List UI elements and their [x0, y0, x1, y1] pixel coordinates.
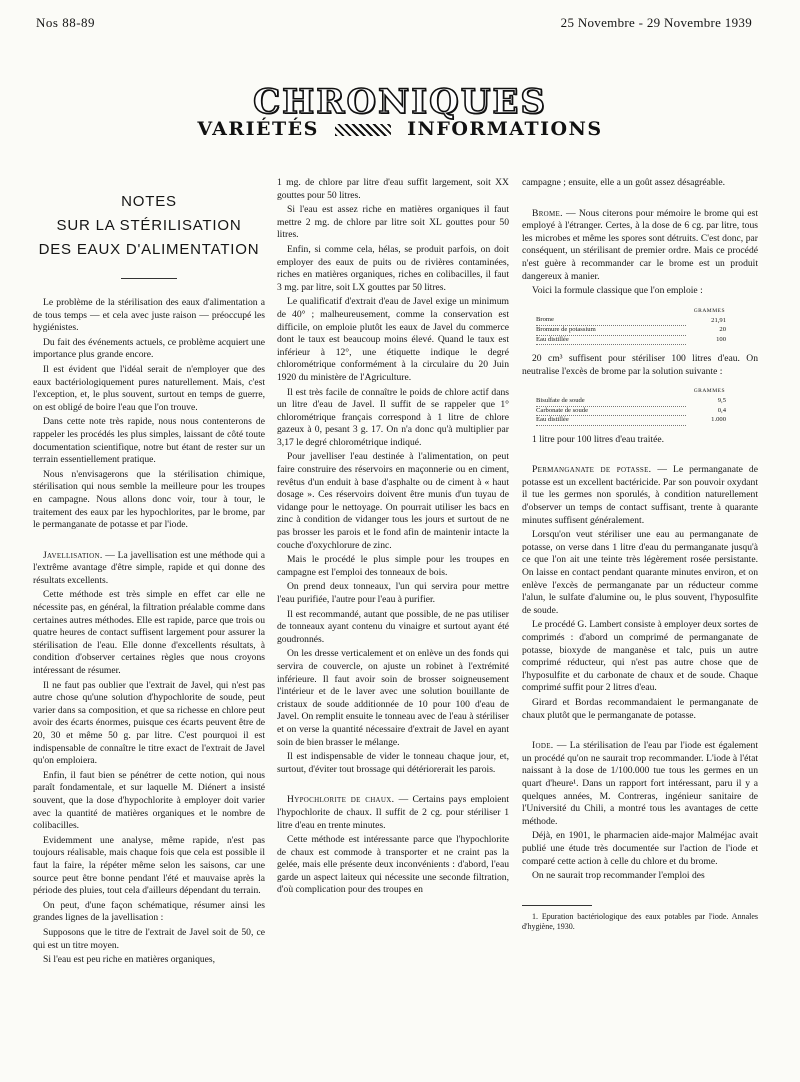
formula-quantity: 20 — [719, 325, 726, 333]
paragraph: 1 mg. de chlore par litre d'eau suffit largement, soit XX gouttes pour 50 litres. — [277, 177, 509, 201]
section-text: — La javellisation est une méthode qui a l'extrême avantage d'être simple, rapide et qui donne des résultats excellents. — [33, 549, 265, 586]
paragraph: Le qualificatif d'extrait d'eau de Javel exige un minimum de 40° ; malheureusement, comme la conservation est difficile, on emploie plutôt les eaux de Javel du commerce dont le taux est beaucoup moins élevé. Quand le taux est inférieur à 12°, une étiquette indique le degré chlorométrique conformément à la circulaire du 20 Juin 1920 du ministère de l'Agriculture. — [277, 296, 509, 383]
paragraph: Lorsqu'on veut stériliser une eau au permanganate de potasse, on verse dans 1 litre d'eau du permanganate jusqu'à ce que l'on ait une teinte très légèrement rosée persistante. On laisse en contact pendant quarante minutes environ, et on enlève l'excès de permanganate par un réducteur comme l'alun, le sulfate d'alumine ou, le plus souvent, l'hyposulfite de soude. — [522, 529, 758, 616]
section-permanganate — [522, 464, 758, 527]
article-column-1 — [33, 170, 265, 969]
paragraph: Il ne faut pas oublier que l'extrait de Javel, qui n'est pas autre chose qu'une solution d'hypochlorite de soude, peut varier dans sa composition, et que sa richesse en chlore peut avoir des écarts énormes, puisque ces écarts peuvent être de 20, 30 et même 50 g. par litre. C'est pourquoi il est indispensable de connaître le titre exact de l'extrait de Javel qu'on emploiera. — [33, 679, 265, 767]
section-iode — [522, 740, 758, 828]
article-title — [33, 190, 265, 262]
formula-ingredient: Carbonate de soude — [536, 406, 686, 416]
masthead-title: CHRONIQUES — [253, 82, 547, 122]
article-column-2 — [277, 177, 509, 899]
paragraph: 20 cm³ suffisent pour stériliser 100 litres d'eau. On neutralise l'excès de brome par la solution suivante : — [522, 353, 758, 377]
paragraph: Voici la formule classique que l'on emploie : — [532, 285, 703, 297]
paragraph: Le procédé G. Lambert consiste à employer deux sortes de comprimés : d'abord un comprimé de permanganate de potasse, bioxyde de manganèse et talc, puis un autre comprimé réducteur, qui n'est pas autre chose que de l'hyposulfite et du carbonate de chaux et de soude. Chaque comprimé suffit pour 2 litres d'eau. — [522, 619, 758, 694]
paragraph: campagne ; ensuite, elle a un goût assez désagréable. — [522, 177, 725, 188]
paragraph: Dans cette note très rapide, nous nous contenterons de rappeler les procédés les plus simples, laissant de côté toute documentation scientifique, notre but étant de rester sur un terrain essentiellement pratique. — [33, 416, 265, 466]
paragraph: Mais le procédé le plus simple pour les troupes en campagne est l'emploi des tonneaux de bois. — [277, 554, 509, 578]
paragraph: Il est indispensable de vider le tonneau chaque jour, et, surtout, d'éviter tout brossage qui détériorerait les parois. — [277, 751, 509, 775]
paragraph: Il est très facile de connaître le poids de chlore actif dans un litre d'eau de Javel. Il suffit de se rappeler que 1° chlorométrique français correspond à 1 litre de chlore gazeux à 0, pesant 3 g. 17. On n'a donc qu'à multiplier par 3,17 le degré chlorométrique indiqué. — [277, 386, 509, 448]
footnote: 1. Epuration bactériologique des eaux potables par l'iode. Annales d'hygiène, 1930. — [522, 911, 758, 931]
paragraph: Supposons que le titre de l'extrait de Javel soit de 50, ce qui est un titre moyen. — [33, 926, 265, 951]
formula-table-neutralisation — [536, 386, 726, 425]
footnote-divider — [522, 905, 592, 906]
formula-table-brome — [536, 306, 726, 345]
section-text: — Certains pays emploient l'hypochlorite de chaux. Il suffit de 2 cg. pour stériliser 1 litre d'eau en trente minutes. — [277, 794, 509, 831]
article-title-line-3: DES EAUX D'ALIMENTATION — [38, 241, 260, 258]
formula-unit: GRAMMES — [693, 307, 725, 314]
section-text: — La stérilisation de l'eau par l'iode est également un procédé qu'on ne saurait trop recommander. L'iode à l'état naissant à la dose de 1/100.000 tue tous les germes en un quart d'heure¹. Dans un rapport fort intéressant, paru il y a quelques années, M. Contreras, ingénieur sanitaire de l'Université du Chili, a montré tous les avantages de cette méthode. — [522, 740, 758, 827]
paragraph: On les dresse verticalement et on enlève un des fonds qui servira de couvercle, on ajuste un robinet à l'extrémité inférieure. Il faut avoir soin de brosser soigneusement l'intérieur et de le laver avec une solution bouillante de cristaux de soude additionnée de 10 pour 100 d'eau de Javel. On remplit ensuite le tonneau avec de l'eau à stériliser et on verse la quantité nécessaire d'extrait de Javel en ayant soin de bien brasser le mélange. — [277, 648, 509, 748]
paragraph: Girard et Bordas recommandaient le permanganate de chaux plutôt que le permanganate de potasse. — [522, 696, 758, 721]
paragraph: Il est évident que l'idéal serait de n'employer que des eaux bactériologiquement pures naturellement. Mais, c'est l'exception, et, le plus souvent, surtout en temps de guerre, on est obligé de boire l'eau que l'on trouve. — [33, 363, 265, 413]
paragraph: On peut, d'une façon schématique, résumer ainsi les grandes lignes de la javellisation : — [33, 899, 265, 924]
formula-ingredient: Bisulfate de soude — [536, 397, 686, 406]
ornament-icon — [335, 124, 391, 136]
paragraph: Cette méthode est très simple en effet car elle ne nécessite pas, en général, la filtration préalable comme dans certaines autres méthodes. Elle est rapide, parce que trois ou quatre heures de contact suffisent largement pour assurer la stérilisation de l'eau. Elle donne d'excellents résultats, à condition d'observer certaines règles que nous croyons intéressant de résumer. — [33, 589, 265, 677]
masthead-subtitle — [0, 118, 800, 140]
section-javellisation — [33, 550, 265, 588]
formula-quantity: 1.000 — [711, 416, 726, 424]
paragraph: On ne saurait trop recommander l'emploi des — [532, 870, 705, 882]
paragraph: Pour javelliser l'eau destinée à l'alimentation, on peut faire construire des réservoirs en maçonnerie ou en ciment, revêtus d'un enduit à base d'asphalte ou de ciment à « haut dosage ». Ces réservoirs doivent être munis d'un tuyau de vidange pour le nettoyage. On pourrait utiliser les bacs en zinc à condition de vidanger tous les jours et surtout de ne pas brosser les parois et le fond afin de maintenir intacte la couche d'oxychlorure de zinc. — [277, 451, 509, 551]
section-heading: Javellisation. — [43, 549, 103, 561]
section-heading: Hypochlorite de chaux. — [287, 794, 395, 806]
section-brome — [522, 208, 758, 284]
masthead-subtitle-left: VARIÉTÉS — [197, 118, 319, 140]
section-hypochlorite — [277, 794, 509, 832]
section-heading: Permanganate de potasse. — [532, 464, 652, 476]
formula-row — [536, 397, 726, 406]
paragraph: Du fait des événements actuels, ce problème acquiert une importance plus grande encore. — [33, 336, 265, 361]
article-title-line-1: NOTES — [121, 193, 177, 210]
paragraph: Enfin, il faut bien se pénétrer de cette notion, qui nous paraît fondamentale, et sur laquelle M. Diénert a insisté souvent, que la dose d'hypochlorite à employer doit varier avec la quantité de matières organiques et le nombre de colibacilles. — [33, 769, 265, 832]
formula-quantity: 9,5 — [717, 397, 726, 405]
paragraph: 1 litre pour 100 litres d'eau traitée. — [532, 433, 664, 445]
section-text: — Nous citerons pour mémoire le brome qui est employé à l'étranger. Certes, à la dose de 6 cg. par litre, tous les microbes et même les spores sont détruits. C'est donc, par conséquent, un stérilisant de premier ordre. Mais ce procédé n'est guère à recommander car le brome est un produit dangereux à manier. — [522, 207, 758, 282]
formula-quantity: 21,91 — [711, 316, 726, 324]
article-title-line-2: SUR LA STÉRILISATION — [56, 217, 242, 234]
formula-ingredient: Brome — [536, 316, 686, 325]
paragraph: Evidemment une analyse, même rapide, n'est pas toujours réalisable, mais chaque fois que cela est possible il faut la faire, la répéter même selon les saisons, car une source peut être bonne pendant l'été et mauvaise après la période des pluies, tout cela d'ailleurs dépendant du terrain. — [33, 834, 265, 897]
section-heading: Brome. — [532, 207, 563, 219]
formula-row — [536, 406, 726, 416]
section-text: — Le permanganate de potasse est un excellent bactéricide. Par son pouvoir oxydant il tue les germes non sporulés, à condition naturellement d'observer un temps de contact suffisant, trente à quarante minutes suffisent généralement. — [522, 464, 758, 526]
formula-ingredient: Eau distillée — [536, 416, 686, 426]
article-column-3 — [522, 177, 758, 932]
title-divider — [121, 278, 177, 279]
issue-date: 25 Novembre - 29 Novembre 1939 — [560, 15, 752, 30]
paragraph: Cette méthode est intéressante parce que l'hypochlorite de chaux est commode à transporter et ne craint pas la gelée, mais elle présente deux inconvénients : d'abord, l'eau garde un aspect laiteux qui nécessite une seconde filtration, d'où complication pour des troupes en — [277, 834, 509, 896]
formula-quantity: 0,4 — [717, 406, 726, 414]
paragraph: Il est recommandé, autant que possible, de ne pas utiliser de tonneaux ayant contenu du vinaigre et surtout ayant été goudronnés. — [277, 608, 509, 645]
section-heading: Iode. — [532, 740, 554, 752]
paragraph: Le problème de la stérilisation des eaux d'alimentation a de tous temps — et cela avec juste raison — préoccupé les hygiénistes. — [33, 297, 265, 334]
issue-number: Nos 88-89 — [36, 15, 96, 30]
masthead-subtitle-right: INFORMATIONS — [407, 118, 603, 140]
formula-row — [536, 325, 726, 335]
paragraph: Si l'eau est assez riche en matières organiques il faut mettre 2 mg. de chlore par litre soit XL gouttes pour 50 litres. — [277, 204, 509, 241]
formula-row — [536, 316, 726, 325]
paragraph: Nous n'envisagerons que la stérilisation chimique, stérilisation qui nous semble la meilleure pour les troupes en campagne. Nous allons donc voir, tour à tour, le traitement des eaux par les hypochlorites, par le brome, par le permanganate de potasse et par l'iode. — [33, 468, 265, 531]
formula-row — [536, 416, 726, 426]
paragraph: On prend deux tonneaux, l'un qui servira pour mettre l'eau purifiée, l'autre pour l'eau à purifier. — [277, 581, 509, 605]
formula-row — [536, 335, 726, 345]
formula-quantity: 100 — [716, 335, 726, 343]
formula-ingredient: Eau distillée — [536, 335, 686, 345]
paragraph: Si l'eau est peu riche en matières organiques, — [43, 954, 216, 966]
formula-unit: GRAMMES — [693, 388, 725, 395]
paragraph: Enfin, si comme cela, hélas, se produit parfois, on doit employer des eaux de puits ou de rivières contaminées, riches en matières organiques, riches en colibacilles, il faut 3 mg. par litre, soit LX gouttes par 50 litres. — [277, 243, 509, 293]
formula-ingredient: Bromure de potassium — [536, 325, 686, 335]
paragraph: Déjà, en 1901, le pharmacien aide-major Malméjac avait publié une étude très documentée sur l'action de l'iode et comparé cette action à celle du chlore et du brome. — [522, 830, 758, 867]
